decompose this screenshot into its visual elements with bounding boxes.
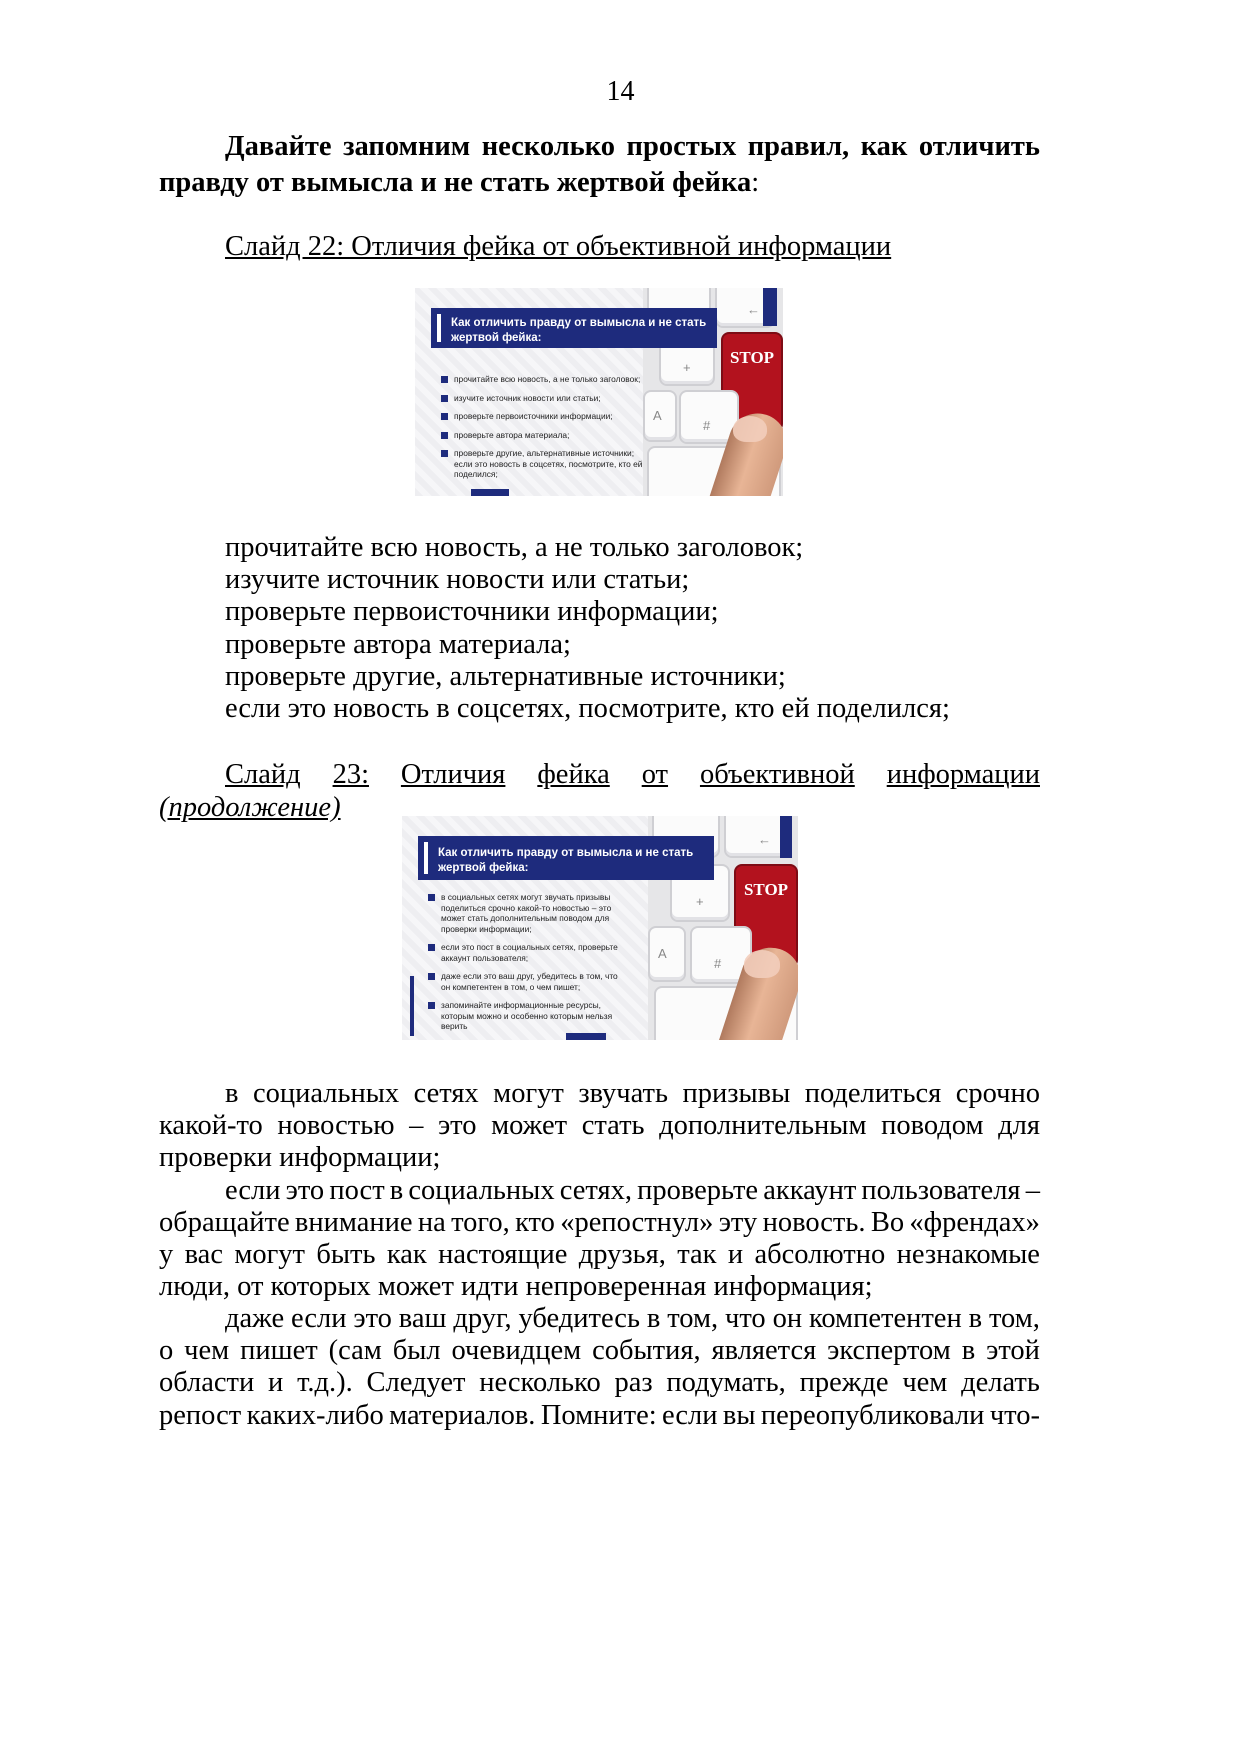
slide-bullet-item: изучите источник новости или статьи; [441,393,651,404]
text-line [159,1205,1040,1241]
word: репост [159,1400,242,1431]
word: Слайд [225,759,301,790]
text-line: люди, от которых может идти непроверенная информация; [159,1271,873,1302]
bullet-square-icon [441,450,448,457]
word: очевидцем [451,1335,582,1366]
word: как [386,1239,427,1270]
word: это [437,1110,477,1141]
word: – [1025,1175,1040,1206]
word: Во [870,1207,905,1238]
word: даже [225,1303,285,1334]
key-plus: + [659,332,715,386]
bullet-square-icon [441,395,448,402]
word: незнакомые [896,1239,1040,1270]
word: является [711,1335,817,1366]
word: в [968,1303,983,1334]
text-line [159,1398,1040,1434]
word: быть [316,1239,376,1270]
list-item: проверьте первоисточники информации; [225,596,719,627]
key-plus: + [670,864,730,922]
bullet-square-icon [441,432,448,439]
slide-bullet-item: проверьте автора материала; [441,430,651,441]
text-line [159,1333,1040,1369]
word: пользователя [861,1175,1021,1206]
word: если [662,1400,718,1431]
list-item: прочитайте всю новость, а не только заголовок; [225,532,804,563]
word: «репостнул» [560,1207,714,1238]
word: 23: [332,759,369,790]
word: Помните: [540,1400,657,1431]
key-hash: # [690,926,752,984]
word: абсолютно [754,1239,886,1270]
word: том, [667,1303,719,1334]
word: переопубликовали [760,1400,985,1431]
bullet-square-icon [428,944,435,951]
word: эту [718,1207,758,1238]
word: сетях, [559,1175,632,1206]
word: могут [234,1239,306,1270]
word: сетях [413,1078,479,1109]
word: том, [988,1303,1040,1334]
slide-bullet-item: прочитайте всю новость, а не только заголовок; [441,374,651,385]
word: события, [592,1335,701,1366]
word: если [291,1303,347,1334]
word: т.д.). [297,1367,353,1398]
word: материалов. [389,1400,536,1431]
text-line: проверки информации; [159,1142,441,1173]
accent-bar-bottom [566,1033,606,1040]
word: прежде [799,1367,889,1398]
slide-22-bullets [441,374,651,488]
slide-23-bullets [428,892,650,1040]
slide-bullet-item: запоминайте информационные ресурсы, которым можно и особенно которым нельзя верить [428,1000,650,1032]
word: убедитесь [518,1303,640,1334]
word: (сам [328,1335,382,1366]
word: фейка [537,759,610,790]
text-line [225,1076,1040,1112]
word: этой [986,1335,1040,1366]
word: несколько [479,1367,601,1398]
word: Следует [366,1367,466,1398]
word: компетентен [808,1303,962,1334]
text-line [225,1301,1040,1337]
word: может [491,1110,568,1141]
word: внимание [294,1207,413,1238]
fingernail [744,950,780,978]
word: ваш [398,1303,447,1334]
intro-line-2: правду от вымысла и не стать жертвой фейка: [159,167,760,198]
list-item: проверьте автора материала; [225,629,571,660]
stop-key: STOP [721,332,783,432]
stop-key: STOP [734,864,798,968]
word: настоящие [438,1239,568,1270]
word: новостью [277,1110,395,1141]
slide-22-image [415,288,783,496]
word: социальных [408,1175,555,1206]
key-a: A [643,390,677,442]
word: пишет [240,1335,318,1366]
word: объективной [699,759,855,790]
slide-23-banner: Как отличить правду от вымысла и не стать жертвой фейка: [418,836,714,880]
word: подумать, [666,1367,786,1398]
word: так [677,1239,717,1270]
word: это [285,1175,325,1206]
slide-bullet-item: даже если это ваш друг, убедитесь в том, что он компетентен в том, о чем пишет; [428,971,650,992]
word: друг, [453,1303,512,1334]
word: несколько [481,131,616,162]
word: какой-то [159,1110,263,1141]
bullet-square-icon [428,1002,435,1009]
page-number: 14 [606,76,635,107]
text-line [159,1108,1040,1144]
slide-bullet-item: проверьте другие, альтернативные источники; если это новость в соцсетях, посмотрите, кто ей поделился; [441,448,651,480]
accent-bar-left [410,976,414,1036]
word: запомним [343,131,471,162]
word: правил, [747,131,850,162]
word: у [159,1239,174,1270]
word: вы [722,1400,756,1431]
word: области [159,1367,255,1398]
accent-bar-top-right [780,816,792,858]
word: в [225,1078,239,1109]
word: о [159,1335,174,1366]
bullet-square-icon [428,973,435,980]
text-line [225,1173,1040,1209]
slide-22-banner: Как отличить правду от вымысла и не стать жертвой фейка: [431,308,717,348]
slide-bullet-item: в социальных сетях могут звучать призывы поделиться срочно какой-то новостью – это может стать дополнительным поводом для проверки информации; [428,892,650,934]
word: «френдах» [909,1207,1040,1238]
word: чем [902,1367,948,1398]
word: отличить [918,131,1040,162]
word: каких-либо [246,1400,384,1431]
word: поделиться [804,1078,942,1109]
word: это [353,1303,392,1334]
word: в [646,1303,661,1334]
word: социальных [252,1078,400,1109]
word: был [392,1335,441,1366]
list-item: проверьте другие, альтернативные источники; [225,661,786,692]
slide-23-image [402,816,798,1040]
word: что [725,1303,766,1334]
accent-bar-bottom [471,489,509,496]
word: аккаунт [763,1175,857,1206]
word: экспертом [827,1335,951,1366]
word: в [389,1175,404,1206]
word: раз [614,1367,653,1398]
word: и [727,1239,744,1270]
word: – [409,1110,424,1141]
fingernail [733,416,767,442]
word: того, [451,1207,510,1238]
word: простых [626,131,737,162]
word: поводом [881,1110,984,1141]
key-a: A [648,926,686,982]
word: для [998,1110,1040,1141]
bullet-square-icon [441,376,448,383]
key-backspace: ← [715,288,775,328]
word: что- [989,1400,1040,1431]
word: на [417,1207,446,1238]
word: дополнительным [659,1110,867,1141]
bullet-square-icon [441,413,448,420]
key-hash: # [679,390,739,444]
word: звучать [578,1078,669,1109]
text-line [159,1237,1040,1273]
word: в [961,1335,976,1366]
list-item: изучите источник новости или статьи; [225,564,690,595]
word: делать [961,1367,1040,1398]
word: он [772,1303,803,1334]
slide-23-caption-cont: (продолжение) [159,792,341,823]
slide-22-caption: Слайд 22: Отличия фейка от объективной информации [225,231,892,262]
slide-bullet-item: если это пост в социальных сетях, проверьте аккаунт пользователя; [428,942,650,963]
word: пост [329,1175,385,1206]
word: призывы [682,1078,791,1109]
word: от [641,759,669,790]
text-line [159,1365,1040,1401]
bullet-square-icon [428,894,435,901]
word: кто [515,1207,555,1238]
word: если [225,1175,281,1206]
word: друзья, [578,1239,666,1270]
word: чем [184,1335,230,1366]
word: могут [493,1078,564,1109]
word: проверьте [637,1175,759,1206]
word: срочно [955,1078,1040,1109]
list-item: если это новость в соцсетях, посмотрите, кто ей поделился; [225,693,950,724]
intro-line-1 [225,129,1040,165]
accent-bar-top-right [763,288,777,326]
word: Давайте [225,131,332,162]
slide-23-caption [225,757,1040,793]
word: новость. [762,1207,866,1238]
word: информации [886,759,1040,790]
word: и [268,1367,284,1398]
word: обращайте [159,1207,290,1238]
slide-bullet-item: проверьте первоисточники информации; [441,411,651,422]
key-backspace: ← [724,816,788,858]
word: как [860,131,908,162]
word: Отличия [400,759,506,790]
word: вас [184,1239,223,1270]
word: стать [581,1110,645,1141]
